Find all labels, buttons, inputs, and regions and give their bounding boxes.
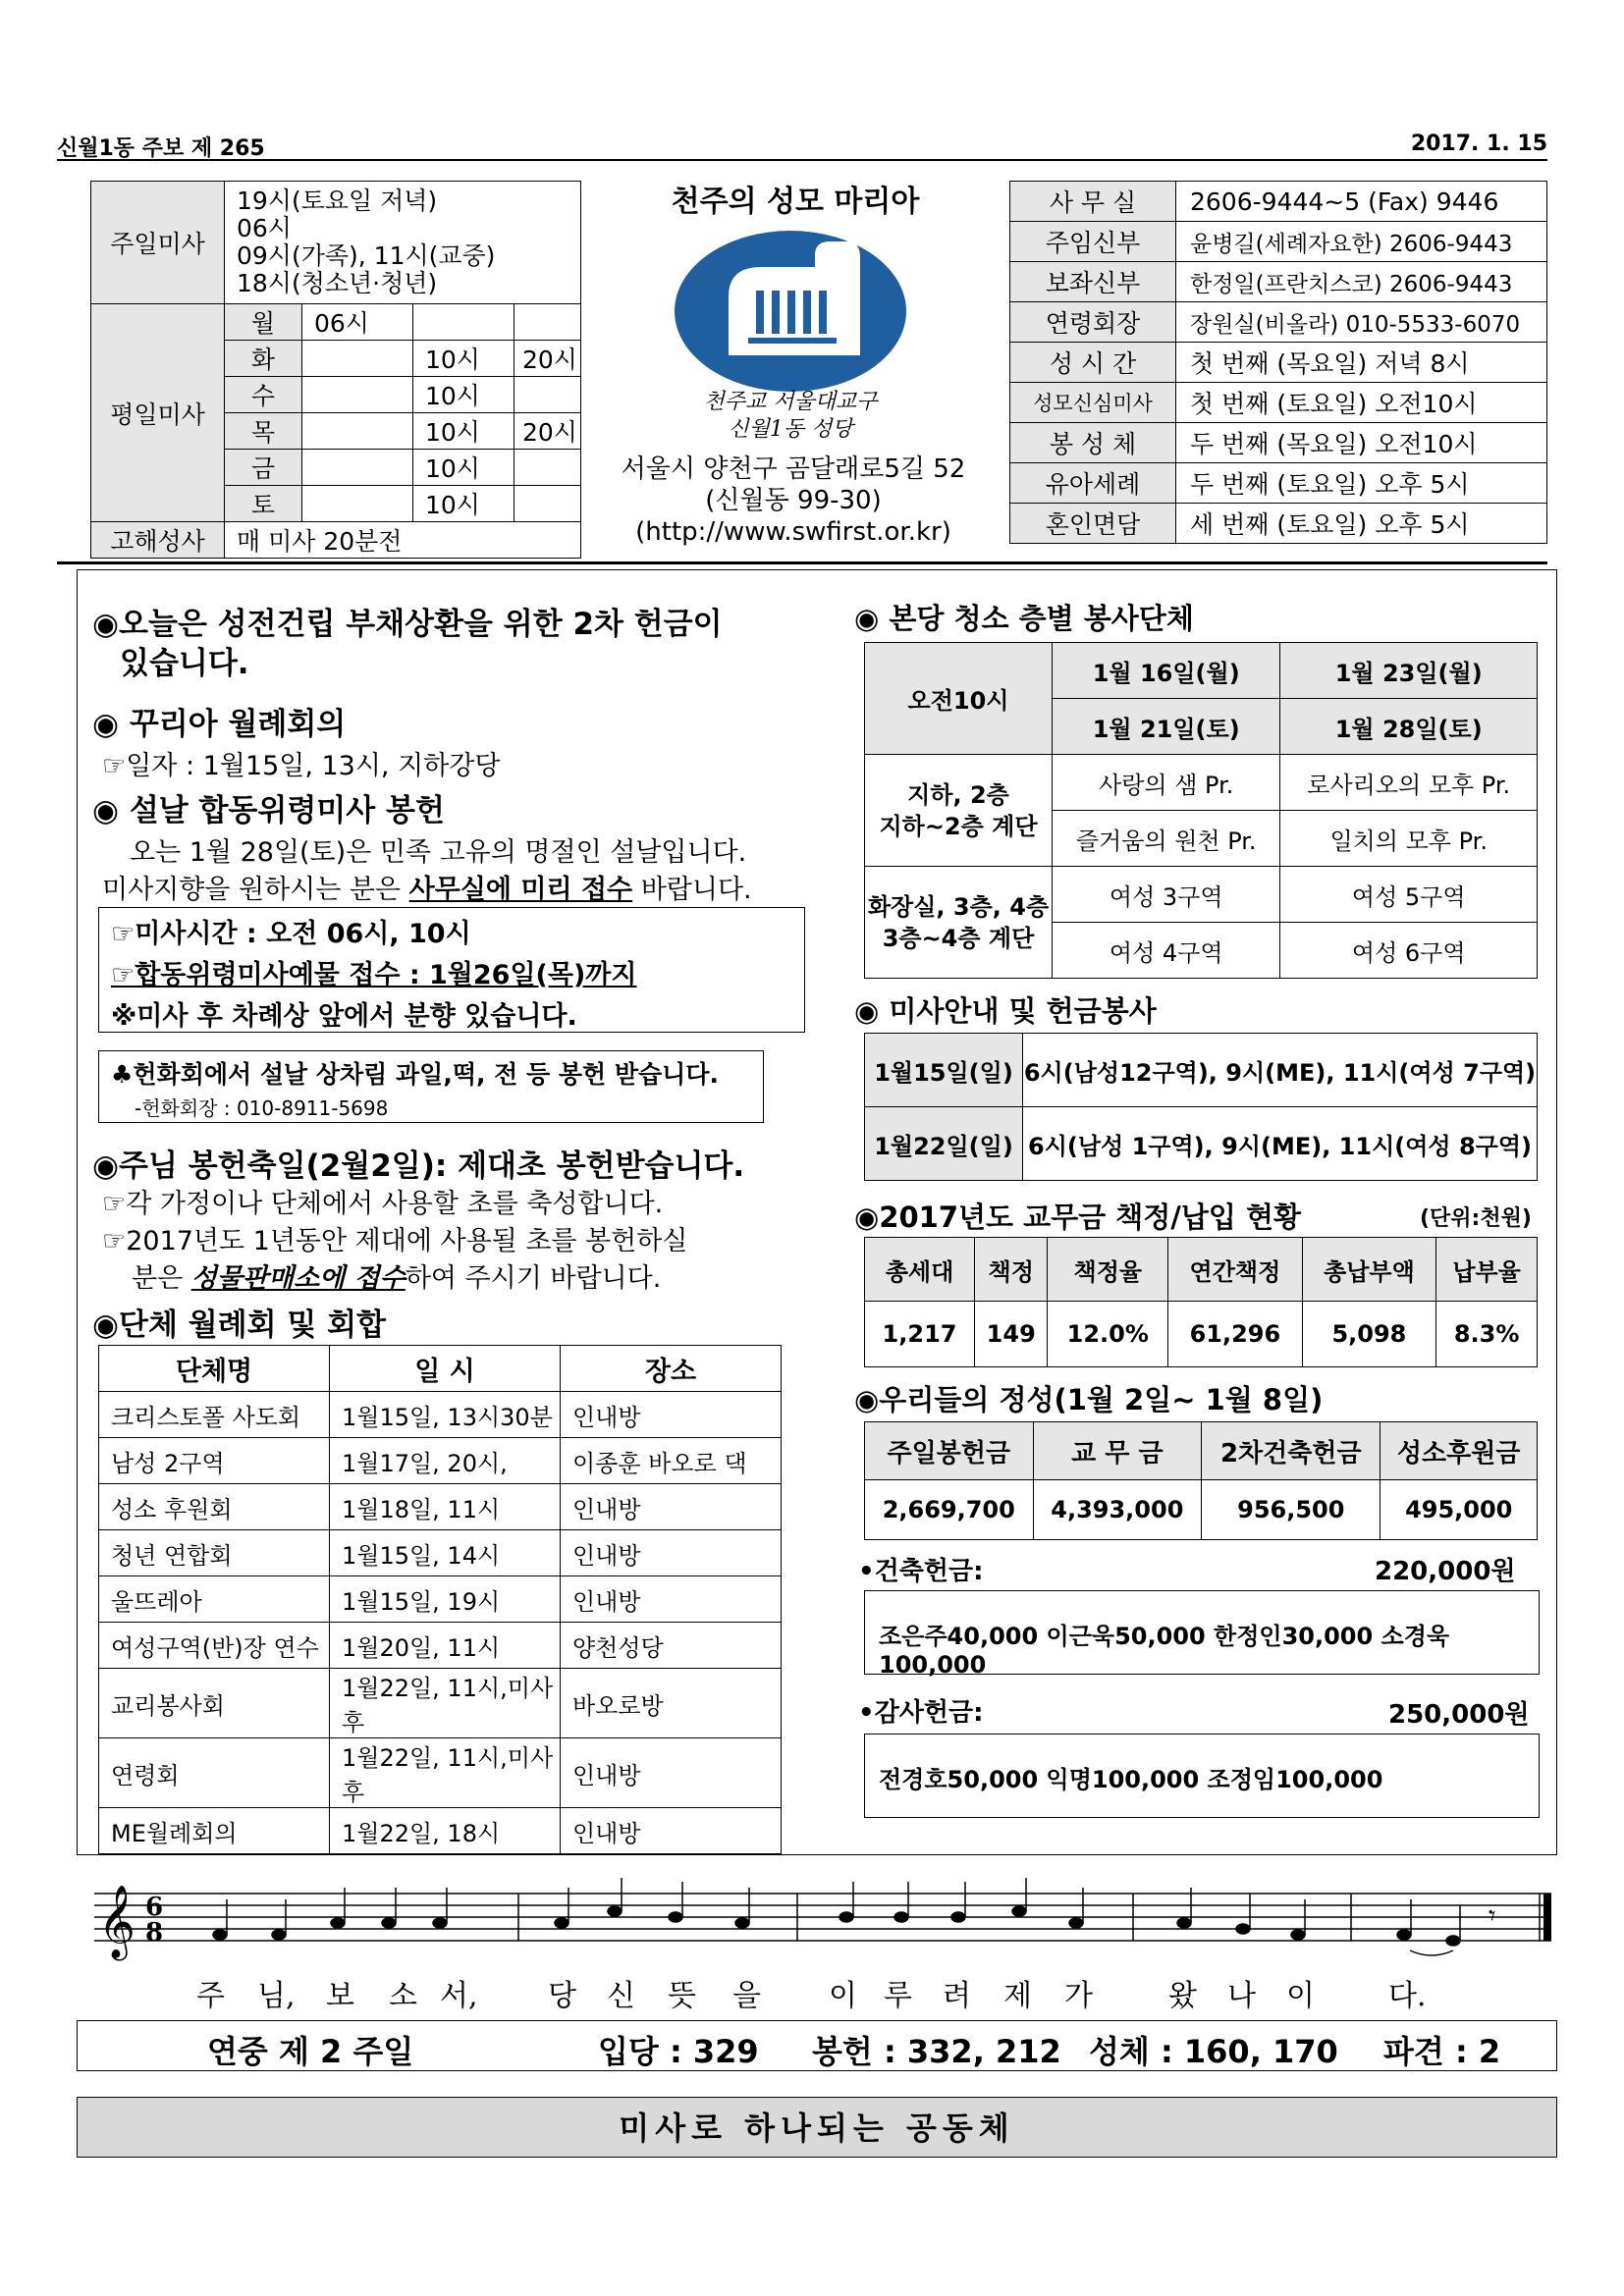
weekday-time [514, 304, 581, 341]
seollal-line-1: 오는 1월 28일(토)은 민족 고유의 명절인 설날입니다. [130, 837, 747, 868]
cleaning-area-line: 3층~4층 계단 [882, 924, 1035, 952]
thanks-offering-detail: 전경호50,000 익명100,000 조정임100,000 [879, 1766, 1383, 1793]
parish-address: 서울시 양천구 곰달래로5길 52 [621, 454, 966, 484]
hymn-offertory: 봉헌 : 332, 212 [812, 2033, 1061, 2070]
thanks-offering-total: 250,000원 [1388, 1700, 1530, 1730]
cleaning-time: 오전10시 [865, 643, 1053, 755]
seollal-mass-time: ☞미사시간 : 오전 06시, 10시 [111, 919, 471, 949]
signature-line: 천주교 서울대교구 [703, 390, 878, 414]
sunday-time: 09시(가족), 11시(교중) [237, 241, 496, 270]
group-place: 인내방 [561, 1392, 782, 1438]
group-name: 교리봉사회 [99, 1669, 330, 1738]
group-header: 장소 [561, 1346, 782, 1392]
cleaning-date: 1월 21일(토) [1053, 699, 1280, 755]
office-key: 보좌신부 [1010, 262, 1176, 302]
gyomu-unit: (단위:천원) [1420, 1206, 1532, 1231]
group-time: 1월22일, 18시 [330, 1808, 561, 1854]
weekday-time: 20시 [514, 341, 581, 377]
weekday-time: 20시 [514, 413, 581, 450]
office-value: 2606-9444~5 (Fax) 9446 [1176, 182, 1547, 222]
weekday-time: 06시 [302, 304, 413, 341]
gyomu-value: 1,217 [865, 1302, 975, 1367]
hymn-communion: 성체 : 160, 170 [1089, 2033, 1338, 2070]
cleaning-date: 1월 28일(토) [1280, 699, 1538, 755]
weekday-time [302, 341, 413, 377]
group-time: 1월22일, 11시,미사후 [330, 1738, 561, 1808]
office-key: 연령회장 [1010, 302, 1176, 343]
cleaning-cell: 즐거움의 원천 Pr. [1053, 811, 1280, 867]
parish-logo [668, 228, 913, 395]
seollal-line-2a: 미사지향을 원하시는 분은 [102, 875, 409, 905]
lyric-syllable: 루 [884, 1979, 912, 2013]
time-sig-bottom: 8 [145, 1918, 164, 1948]
curia-detail: ☞일자 : 1월15일, 13시, 지하강당 [102, 751, 501, 781]
lyric-syllable: 이 [829, 1979, 857, 2013]
sunday-mass-label: 주일미사 [91, 182, 225, 304]
cleaning-date: 1월 23일(월) [1280, 643, 1538, 699]
lyric-syllable: 제 [1003, 1979, 1032, 2013]
gyomu-header: 납부율 [1436, 1238, 1538, 1302]
weekday-day: 금 [225, 450, 302, 486]
sunday-time: 18시(청소년·청년) [237, 269, 438, 297]
weekday-time [302, 450, 413, 486]
gyomu-value: 5,098 [1302, 1302, 1436, 1367]
weekday-day: 목 [225, 413, 302, 450]
lyric-syllable: 님, [257, 1979, 296, 2013]
office-value: 한정일(프란치스코) 2606-9443 [1176, 262, 1547, 302]
weekday-time [302, 413, 413, 450]
group-name: 여성구역(반)장 연수 [99, 1623, 330, 1669]
time-sig-top: 6 [145, 1893, 164, 1922]
sunday-mass-times [225, 182, 581, 304]
group-meetings-table [98, 1345, 782, 1854]
seollal-line-2c: 바랍니다. [632, 875, 752, 905]
confession-value: 매 미사 20분전 [225, 522, 581, 559]
gyomu-header: 총세대 [865, 1238, 975, 1302]
group-time: 1월15일, 14시 [330, 1530, 561, 1576]
weekday-day: 월 [225, 304, 302, 341]
group-name: 남성 2구역 [99, 1438, 330, 1484]
lyric-syllable: 려 [943, 1979, 971, 2013]
sunday-time: 19시(토요일 저녁) [237, 187, 438, 215]
group-name: 청년 연합회 [99, 1530, 330, 1576]
lyric-syllable: 가 [1064, 1979, 1093, 2013]
group-place: 인내방 [561, 1576, 782, 1623]
weekday-mass-label: 평일미사 [91, 304, 225, 522]
seollal-incense-note: ※미사 후 차례상 앞에서 분향 있습니다. [111, 1001, 577, 1032]
mass-guide-table [864, 1033, 1538, 1181]
seollal-line-2b: 사무실에 미리 접수 [408, 875, 633, 905]
hwahwa-notice: ♣헌화회에서 설날 상차림 과일,떡, 전 등 봉헌 받습니다. [111, 1060, 719, 1089]
mass-schedule-table [90, 181, 581, 559]
gyomu-value: 8.3% [1436, 1302, 1538, 1367]
cleaning-cell: 로사리오의 모후 Pr. [1280, 755, 1538, 811]
mass-guide-date: 1월22일(일) [865, 1107, 1023, 1181]
offering-header: 주일봉헌금 [865, 1422, 1034, 1480]
cleaning-date: 1월 16일(월) [1053, 643, 1280, 699]
candle-line-3a: 분은 [132, 1263, 191, 1294]
lyric-syllable: 소 [389, 1979, 417, 2013]
group-place: 인내방 [561, 1738, 782, 1808]
group-header: 일 시 [330, 1346, 561, 1392]
office-key: 혼인면담 [1010, 504, 1176, 544]
group-place: 인내방 [561, 1530, 782, 1576]
weekday-time: 10시 [413, 413, 514, 450]
weekday-time [413, 304, 514, 341]
offering-header: 교 무 금 [1033, 1422, 1202, 1480]
thanks-offering-box [864, 1734, 1540, 1818]
gyomu-value: 149 [975, 1302, 1048, 1367]
seollal-title: ◉ 설날 합동위령미사 봉헌 [92, 793, 445, 828]
office-value: 윤병길(세례자요한) 2606-9443 [1176, 222, 1547, 262]
bulletin-title: 신월1동 주보 제 265 [57, 136, 265, 161]
cleaning-area [865, 755, 1053, 867]
table-row [99, 1484, 782, 1530]
parish-motto: 미사로 하나되는 공동체 [77, 2097, 1557, 2158]
table-row [99, 1669, 782, 1738]
group-place: 양천성당 [561, 1623, 782, 1669]
gyomu-header: 총납부액 [1302, 1238, 1436, 1302]
offering-value: 956,500 [1202, 1480, 1380, 1540]
cleaning-area-line: 지하~2층 계단 [879, 812, 1038, 840]
offering-table [864, 1421, 1538, 1540]
notice-second-collection-2: 있습니다. [120, 646, 249, 681]
lyric-syllable: 나 [1227, 1979, 1256, 2013]
group-name: ME월례회의 [99, 1808, 330, 1854]
lyric-syllable: 보 [326, 1979, 354, 2013]
parish-address-block [597, 454, 990, 548]
group-header: 단체명 [99, 1346, 330, 1392]
weekday-time [302, 377, 413, 413]
cleaning-table [864, 642, 1538, 979]
office-value: 세 번째 (토요일) 오후 5시 [1176, 504, 1547, 544]
offering-title: ◉우리들의 정성(1월 2일~ 1월 8일) [854, 1383, 1324, 1416]
gyomu-value: 61,296 [1168, 1302, 1303, 1367]
weekday-time [302, 486, 413, 522]
mass-guide-detail: 6시(남성12구역), 9시(ME), 11시(여성 7구역) [1023, 1034, 1538, 1107]
svg-text:𝄾: 𝄾 [1489, 1899, 1496, 1932]
hwahwa-contact: -헌화회장 : 010-8911-5698 [135, 1096, 389, 1120]
offering-header: 성소후원금 [1380, 1422, 1538, 1480]
weekday-time [514, 450, 581, 486]
building-offering-box [864, 1590, 1540, 1679]
lyric-syllable: 신 [607, 1979, 635, 2013]
weekday-day: 수 [225, 377, 302, 413]
hymn-numbers-bar [77, 2020, 1557, 2071]
office-value: 첫 번째 (목요일) 저녁 8시 [1176, 343, 1547, 383]
cleaning-title: ◉ 본당 청소 층별 봉사단체 [854, 602, 1194, 635]
cleaning-area-line: 지하, 2층 [907, 780, 1009, 809]
candle-line-3b: 성물판매소에 접수 [190, 1263, 406, 1294]
lyric-syllable: 주 [196, 1979, 225, 2013]
gyomu-header: 책정 [975, 1238, 1048, 1302]
office-value: 장원실(비올라) 010-5533-6070 [1176, 302, 1547, 343]
group-time: 1월17일, 20시, [330, 1438, 561, 1484]
signature-line: 신월1동 성당 [728, 417, 853, 442]
table-row [99, 1530, 782, 1576]
office-key: 사 무 실 [1010, 182, 1176, 222]
section-divider [57, 561, 1547, 564]
offering-value: 495,000 [1380, 1480, 1538, 1540]
group-name: 성소 후원회 [99, 1484, 330, 1530]
weekday-time: 10시 [413, 341, 514, 377]
group-place: 인내방 [561, 1484, 782, 1530]
curia-title: ◉ 꾸리아 월례회의 [92, 707, 347, 742]
weekday-time [514, 377, 581, 413]
parish-address-2: (신월동 99-30) [705, 486, 882, 515]
weekday-time: 10시 [413, 450, 514, 486]
office-key: 주임신부 [1010, 222, 1176, 262]
liturgical-sunday: 연중 제 2 주일 [207, 2033, 414, 2070]
thanks-offering-label: •감사헌금: [858, 1698, 984, 1728]
group-place: 이종훈 바오로 댁 [561, 1438, 782, 1484]
table-row [99, 1438, 782, 1484]
weekday-time: 10시 [413, 377, 514, 413]
mass-guide-title: ◉ 미사안내 및 헌금봉사 [854, 994, 1157, 1028]
confession-label: 고해성사 [91, 522, 225, 559]
table-row [99, 1576, 782, 1623]
building-offering-total: 220,000원 [1375, 1557, 1516, 1586]
office-value: 첫 번째 (토요일) 오전10시 [1176, 383, 1547, 423]
office-table [1009, 181, 1547, 544]
lyric-syllable: 왔 [1168, 1979, 1197, 2013]
hwahwa-box [98, 1050, 764, 1123]
office-key: 유아세례 [1010, 463, 1176, 504]
table-row [99, 1623, 782, 1669]
table-row [99, 1392, 782, 1438]
group-name: 연령회 [99, 1738, 330, 1808]
table-row [99, 1738, 782, 1808]
hymn-entrance: 입당 : 329 [598, 2033, 759, 2070]
seollal-line-2 [102, 868, 752, 906]
cleaning-area-line: 화장실, 3층, 4층 [867, 892, 1050, 921]
group-time: 1월15일, 19시 [330, 1576, 561, 1623]
lyric-syllable: 다. [1388, 1979, 1427, 2013]
candle-line-2: ☞2017년도 1년동안 제대에 사용될 초를 봉헌하실 [102, 1226, 688, 1256]
weekday-day: 토 [225, 486, 302, 522]
gyomu-table [864, 1237, 1538, 1367]
gyomu-header: 책정율 [1048, 1238, 1168, 1302]
office-value: 두 번째 (목요일) 오전10시 [1176, 423, 1547, 463]
group-time: 1월15일, 13시30분 [330, 1392, 561, 1438]
lyric-syllable: 뜻 [668, 1979, 696, 2013]
candle-line-3c: 하여 주시기 바랍니다. [405, 1263, 662, 1294]
group-name: 크리스토폴 사도회 [99, 1392, 330, 1438]
notice-second-collection: ◉오늘은 성전건립 부채상환을 위한 2차 헌금이 [92, 607, 723, 642]
mass-guide-detail: 6시(남성 1구역), 9시(ME), 11시(여성 8구역) [1023, 1107, 1538, 1181]
lyric-syllable: 이 [1286, 1979, 1315, 2013]
cleaning-cell: 여성 6구역 [1280, 923, 1538, 979]
group-time: 1월20일, 11시 [330, 1623, 561, 1669]
cleaning-area [865, 867, 1053, 979]
gyomu-value: 12.0% [1048, 1302, 1168, 1367]
offering-value: 4,393,000 [1033, 1480, 1202, 1540]
office-key: 성모신심미사 [1010, 383, 1176, 423]
bulletin-date: 2017. 1. 15 [1410, 132, 1547, 156]
header-divider [57, 159, 1547, 161]
weekday-time: 10시 [413, 486, 514, 522]
cleaning-cell: 여성 3구역 [1053, 867, 1280, 923]
candle-title: ◉주님 봉헌축일(2월2일): 제대초 봉헌받습니다. [92, 1148, 745, 1184]
candle-line-3 [132, 1256, 661, 1295]
office-value: 두 번째 (토요일) 오후 5시 [1176, 463, 1547, 504]
hymn-recessional: 파견 : 2 [1383, 2033, 1501, 2070]
svg-text:𝄞: 𝄞 [98, 1886, 135, 1958]
office-key: 성 시 간 [1010, 343, 1176, 383]
building-offering-detail: 조은주40,000 이근욱50,000 한정인30,000 소경욱100,000 [879, 1623, 1450, 1679]
music-staff [94, 1870, 1557, 1968]
parish-signature [687, 389, 893, 444]
cleaning-cell: 일치의 모후 Pr. [1280, 811, 1538, 867]
group-place: 바오로방 [561, 1669, 782, 1738]
offering-header: 2차건축헌금 [1202, 1422, 1380, 1480]
mass-guide-date: 1월15일(일) [865, 1034, 1023, 1107]
lyric-syllable: 서, [440, 1979, 478, 2013]
table-row [99, 1808, 782, 1854]
group-name: 울뜨레아 [99, 1576, 330, 1623]
cleaning-cell: 사랑의 샘 Pr. [1053, 755, 1280, 811]
cleaning-cell: 여성 5구역 [1280, 867, 1538, 923]
weekday-time [514, 486, 581, 522]
lyric-syllable: 당 [548, 1979, 576, 2013]
weekday-day: 화 [225, 341, 302, 377]
seollal-info-box [98, 907, 805, 1033]
gyomu-title: ◉2017년도 교무금 책정/납입 현황 [854, 1201, 1302, 1234]
office-key: 봉 성 체 [1010, 423, 1176, 463]
candle-line-1: ☞각 가정이나 단체에서 사용할 초를 축성합니다. [102, 1189, 664, 1219]
cleaning-cell: 여성 4구역 [1053, 923, 1280, 979]
sunday-time: 06시 [237, 214, 292, 242]
group-time: 1월22일, 11시,미사후 [330, 1669, 561, 1738]
parish-url[interactable]: (http://www.swfirst.or.kr) [635, 517, 951, 547]
seollal-offering-deadline: ☞합동위령미사예물 접수 : 1월26일(목)까지 [111, 960, 637, 990]
group-place: 인내방 [561, 1808, 782, 1854]
parish-patron-title: 천주의 성모 마리아 [671, 185, 920, 219]
gyomu-header: 연간책정 [1168, 1238, 1303, 1302]
group-title: ◉단체 월례회 및 회합 [92, 1308, 386, 1343]
offering-value: 2,669,700 [865, 1480, 1034, 1540]
building-offering-label: •건축헌금: [858, 1557, 984, 1586]
group-time: 1월18일, 11시 [330, 1484, 561, 1530]
lyric-syllable: 을 [732, 1979, 761, 2013]
